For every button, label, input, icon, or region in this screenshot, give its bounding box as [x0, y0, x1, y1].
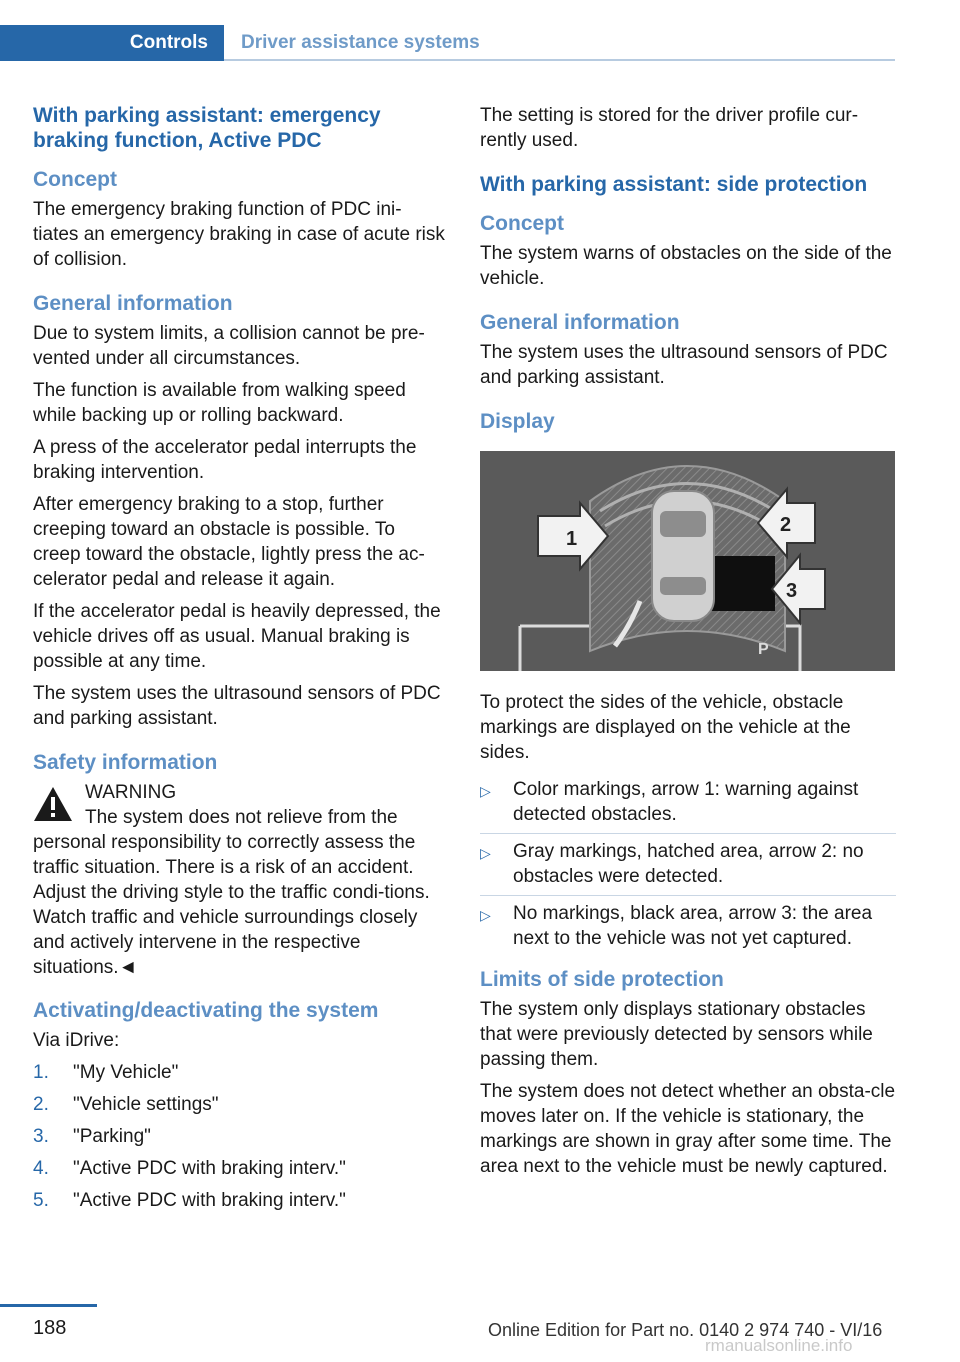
footer-rule [0, 1304, 97, 1307]
tab-controls-label: Controls [129, 32, 208, 53]
right-column [480, 103, 896, 1186]
tab-controls[interactable] [0, 25, 224, 61]
list-item: 1. "My Vehicle" [33, 1062, 179, 1083]
list-item: ▷ Color markings, arrow 1: warning against detected obstacles. [480, 772, 896, 834]
heading-general-information: General information [33, 292, 233, 315]
concept-text: The emergency braking function of PDC ini-tiates an emergency braking in case of acute risk of collision. [33, 199, 445, 270]
bullet-triangle-icon: ▷ [480, 907, 491, 923]
list-item: 2. "Vehicle settings" [33, 1094, 219, 1115]
warning-label: WARNING [85, 782, 177, 803]
heading-activating: Activating/deactivating the system [33, 999, 379, 1022]
heading-safety-information: Safety information [33, 751, 218, 774]
list-item: ▷ No markings, black area, arrow 3: the area next to the vehicle was not yet captured. [480, 903, 873, 949]
general-side-text: The system uses the ultrasound sensors of PDC and parking assistant. [480, 342, 888, 388]
header-rule [224, 59, 895, 61]
callout-label-1: 1 [566, 528, 578, 550]
warning-block [33, 780, 445, 980]
limits-text-1: The system only displays stationary obstacles that were previously detected by sensors while passing them. [480, 999, 873, 1070]
markings-list [480, 772, 896, 957]
watermark: rmanualsonline.info [705, 1336, 853, 1355]
tab-driver-assistance[interactable] [241, 25, 480, 61]
limits-text-2: The system does not detect whether an obsta-cle moves later on. If the vehicle is stationary, the markings are shown in gray after some time. The area next to the vehicle must be newly captured. [480, 1081, 896, 1177]
display-text: To protect the sides of the vehicle, obstacle markings are displayed on the vehicle at the sides. [480, 692, 851, 763]
general-text-5: If the accelerator pedal is heavily depressed, the vehicle drives off as usual. Manual braking is possible at any time. [33, 601, 441, 672]
warning-line-1: The system does not relieve from the [85, 807, 398, 828]
concept-side-text: The system warns of obstacles on the side of the vehicle. [480, 243, 892, 289]
general-text-4: After emergency braking to a stop, further creeping toward an obstacle is possible. To creep toward the obstacle, lightly press the ac-celerator pedal and release it again. [33, 494, 425, 590]
warning-text: personal responsibility to correctly assess the traffic situation. There is a risk of an accident. Adjust the driving style to the traffic condi-tions. Watch traffic and vehicle surroundings closely and actively intervene in the respective situations.◄ [33, 832, 430, 978]
stored-text: The setting is stored for the driver profile cur-rently used. [480, 105, 859, 151]
heading-display: Display [480, 410, 555, 433]
callout-label-3: 3 [786, 580, 798, 602]
bullet-triangle-icon: ▷ [480, 845, 491, 861]
list-item: 5. "Active PDC with braking interv." [33, 1190, 346, 1211]
tab-driver-assistance-label: Driver assistance systems [241, 32, 480, 53]
warning-triangle-icon [33, 786, 73, 822]
page-number: 188 [33, 1317, 67, 1339]
general-text-2: The function is available from walking speed while backing up or rolling backward. [33, 380, 406, 426]
steps-list [33, 1060, 445, 1213]
parking-p-label: P [758, 641, 769, 658]
section-title-side-protection: With parking assistant: side protection [480, 173, 868, 196]
heading-limits: Limits of side protection [480, 968, 724, 991]
edition-text: Online Edition for Part no. 0140 2 974 740 - VI/16 [488, 1320, 883, 1340]
heading-concept-side: Concept [480, 212, 564, 235]
heading-general-side: General information [480, 311, 680, 334]
general-text-1: Due to system limits, a collision cannot be pre-vented under all circumstances. [33, 323, 425, 369]
bullet-triangle-icon: ▷ [480, 783, 491, 799]
page-header [0, 25, 895, 61]
uncaptured-area [705, 556, 775, 611]
callout-label-2: 2 [780, 514, 792, 536]
vehicle-icon [652, 491, 714, 621]
left-column [33, 103, 445, 1220]
section-title-emergency-braking: With parking assistant: emergency braking function, Active PDC [33, 104, 381, 152]
general-text-3: A press of the accelerator pedal interrupts the braking intervention. [33, 437, 417, 483]
via-idrive: Via iDrive: [33, 1030, 120, 1051]
heading-concept: Concept [33, 168, 117, 191]
list-item: 3. "Parking" [33, 1126, 151, 1147]
list-item: 4. "Active PDC with braking interv." [33, 1158, 346, 1179]
list-item: ▷ Gray markings, hatched area, arrow 2: no obstacles were detected. [480, 834, 896, 896]
side-protection-display-figure [480, 451, 895, 671]
general-text-6: The system uses the ultrasound sensors of PDC and parking assistant. [33, 683, 441, 729]
